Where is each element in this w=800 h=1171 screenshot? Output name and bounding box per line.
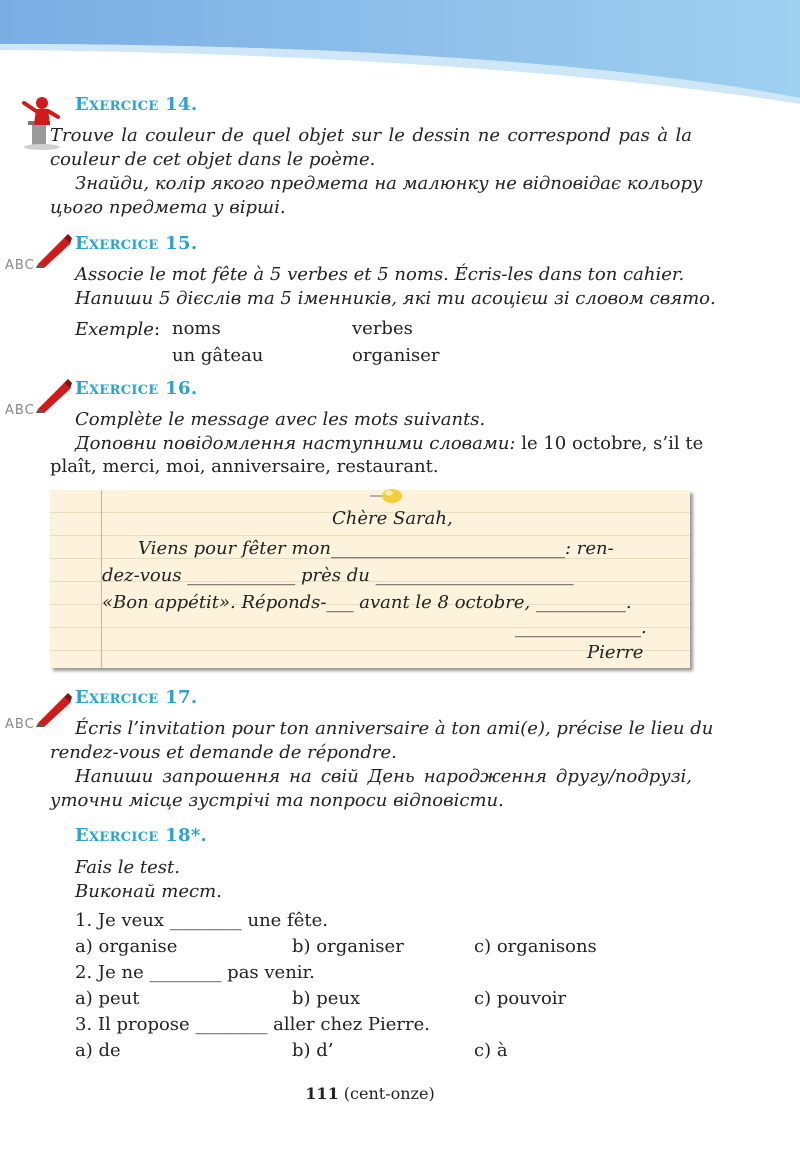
exercise-14-ukrainian-line-2: цього предмета у вірші. bbox=[50, 197, 286, 218]
page-number: 111 (cent-onze) bbox=[305, 1084, 435, 1103]
question-3-prompt: 3. Il propose ________ aller chez Pierre. bbox=[75, 1014, 430, 1035]
exercise-16-instruction-line-1: Доповни повідомлення наступними словами: le 10 octobre, s’il te bbox=[75, 433, 704, 454]
exercise-16-title: Exercice 16. bbox=[75, 378, 198, 399]
exercise-17-french-line-1: Écris l’invitation pour ton anniversaire à ton ami(e), précise le lieu du bbox=[75, 718, 714, 739]
exercise-17-ukrainian-line-2: уточни місце зустрічі та попроси відповісти. bbox=[50, 790, 504, 811]
question-1-option-a: a) organise bbox=[75, 936, 178, 957]
question-1-option-b: b) organiser bbox=[292, 936, 404, 957]
question-3-option-c: c) à bbox=[474, 1040, 508, 1061]
question-1-option-c: c) organisons bbox=[474, 936, 597, 957]
example-column-2-header: verbes bbox=[352, 318, 413, 339]
exercise-14-french-line-2: couleur de cet objet dans le poème. bbox=[50, 149, 376, 170]
exercise-15-french-line: Associe le mot fête à 5 verbes et 5 noms. Écris-les dans ton cahier. bbox=[75, 264, 685, 285]
exercise-17-french-line-2: rendez-vous et demande de répondre. bbox=[50, 742, 397, 763]
abc-label: ABC bbox=[5, 403, 35, 418]
exercise-18-title: Exercice 18*. bbox=[75, 825, 208, 846]
note-greeting: Chère Sarah, bbox=[332, 508, 453, 529]
pen-icon bbox=[34, 691, 74, 727]
question-2-option-b: b) peux bbox=[292, 988, 361, 1009]
example-column-1-header: noms bbox=[172, 318, 221, 339]
exercise-15-ukrainian-line: Напиши 5 дієслів та 5 іменників, які ти асоцієш зі словом свято. bbox=[75, 288, 716, 309]
question-2-option-a: a) peut bbox=[75, 988, 140, 1009]
example-column-1-value: un gâteau bbox=[172, 345, 264, 366]
note-line-3: «Bon appétit». Réponds-___ avant le 8 octobre, __________. bbox=[102, 592, 632, 613]
question-2-prompt: 2. Je ne ________ pas venir. bbox=[75, 962, 315, 983]
pin-icon bbox=[368, 487, 408, 505]
note-signature: Pierre bbox=[587, 642, 644, 663]
note-line-1: Viens pour fêter mon__________________________: ren- bbox=[138, 538, 614, 559]
question-1-prompt: 1. Je veux ________ une fête. bbox=[75, 910, 328, 931]
question-2-option-c: c) pouvoir bbox=[474, 988, 567, 1009]
note-line-2: dez-vous ____________ près du ______________________ bbox=[102, 565, 574, 586]
example-label: Exemple: bbox=[75, 319, 161, 340]
pen-icon bbox=[34, 232, 74, 268]
example-column-2-value: organiser bbox=[352, 345, 440, 366]
exercise-15-title: Exercice 15. bbox=[75, 233, 198, 254]
question-3-option-a: a) de bbox=[75, 1040, 121, 1061]
word-list-part-2: plaît, merci, moi, anniversaire, restaurant. bbox=[50, 456, 439, 477]
exercise-14-ukrainian-line-1: Знайди, колір якого предмета на малюнку не відповідає кольору bbox=[75, 173, 703, 194]
exercise-14-title: Exercice 14. bbox=[75, 94, 198, 115]
exercise-18-french-line: Fais le test. bbox=[75, 857, 180, 878]
abc-label: ABC bbox=[5, 258, 35, 273]
exercise-18-ukrainian-line: Виконай тест. bbox=[75, 881, 222, 902]
exercise-14-french-line-1: Trouve la couleur de quel objet sur le dessin ne correspond pas à la bbox=[50, 125, 692, 146]
abc-label: ABC bbox=[5, 717, 35, 732]
exercise-17-ukrainian-line-1: Напиши запрошення на свій День народження другу/подрузі, bbox=[75, 766, 692, 787]
exercise-16-french-line: Complète le message avec les mots suivants. bbox=[75, 409, 486, 430]
exercise-17-title: Exercice 17. bbox=[75, 687, 198, 708]
word-list-part-1: le 10 octobre, s’il te bbox=[521, 433, 704, 454]
note-line-4: ______________. bbox=[515, 617, 647, 638]
question-3-option-b: b) d’ bbox=[292, 1040, 334, 1061]
pen-icon bbox=[34, 377, 74, 413]
